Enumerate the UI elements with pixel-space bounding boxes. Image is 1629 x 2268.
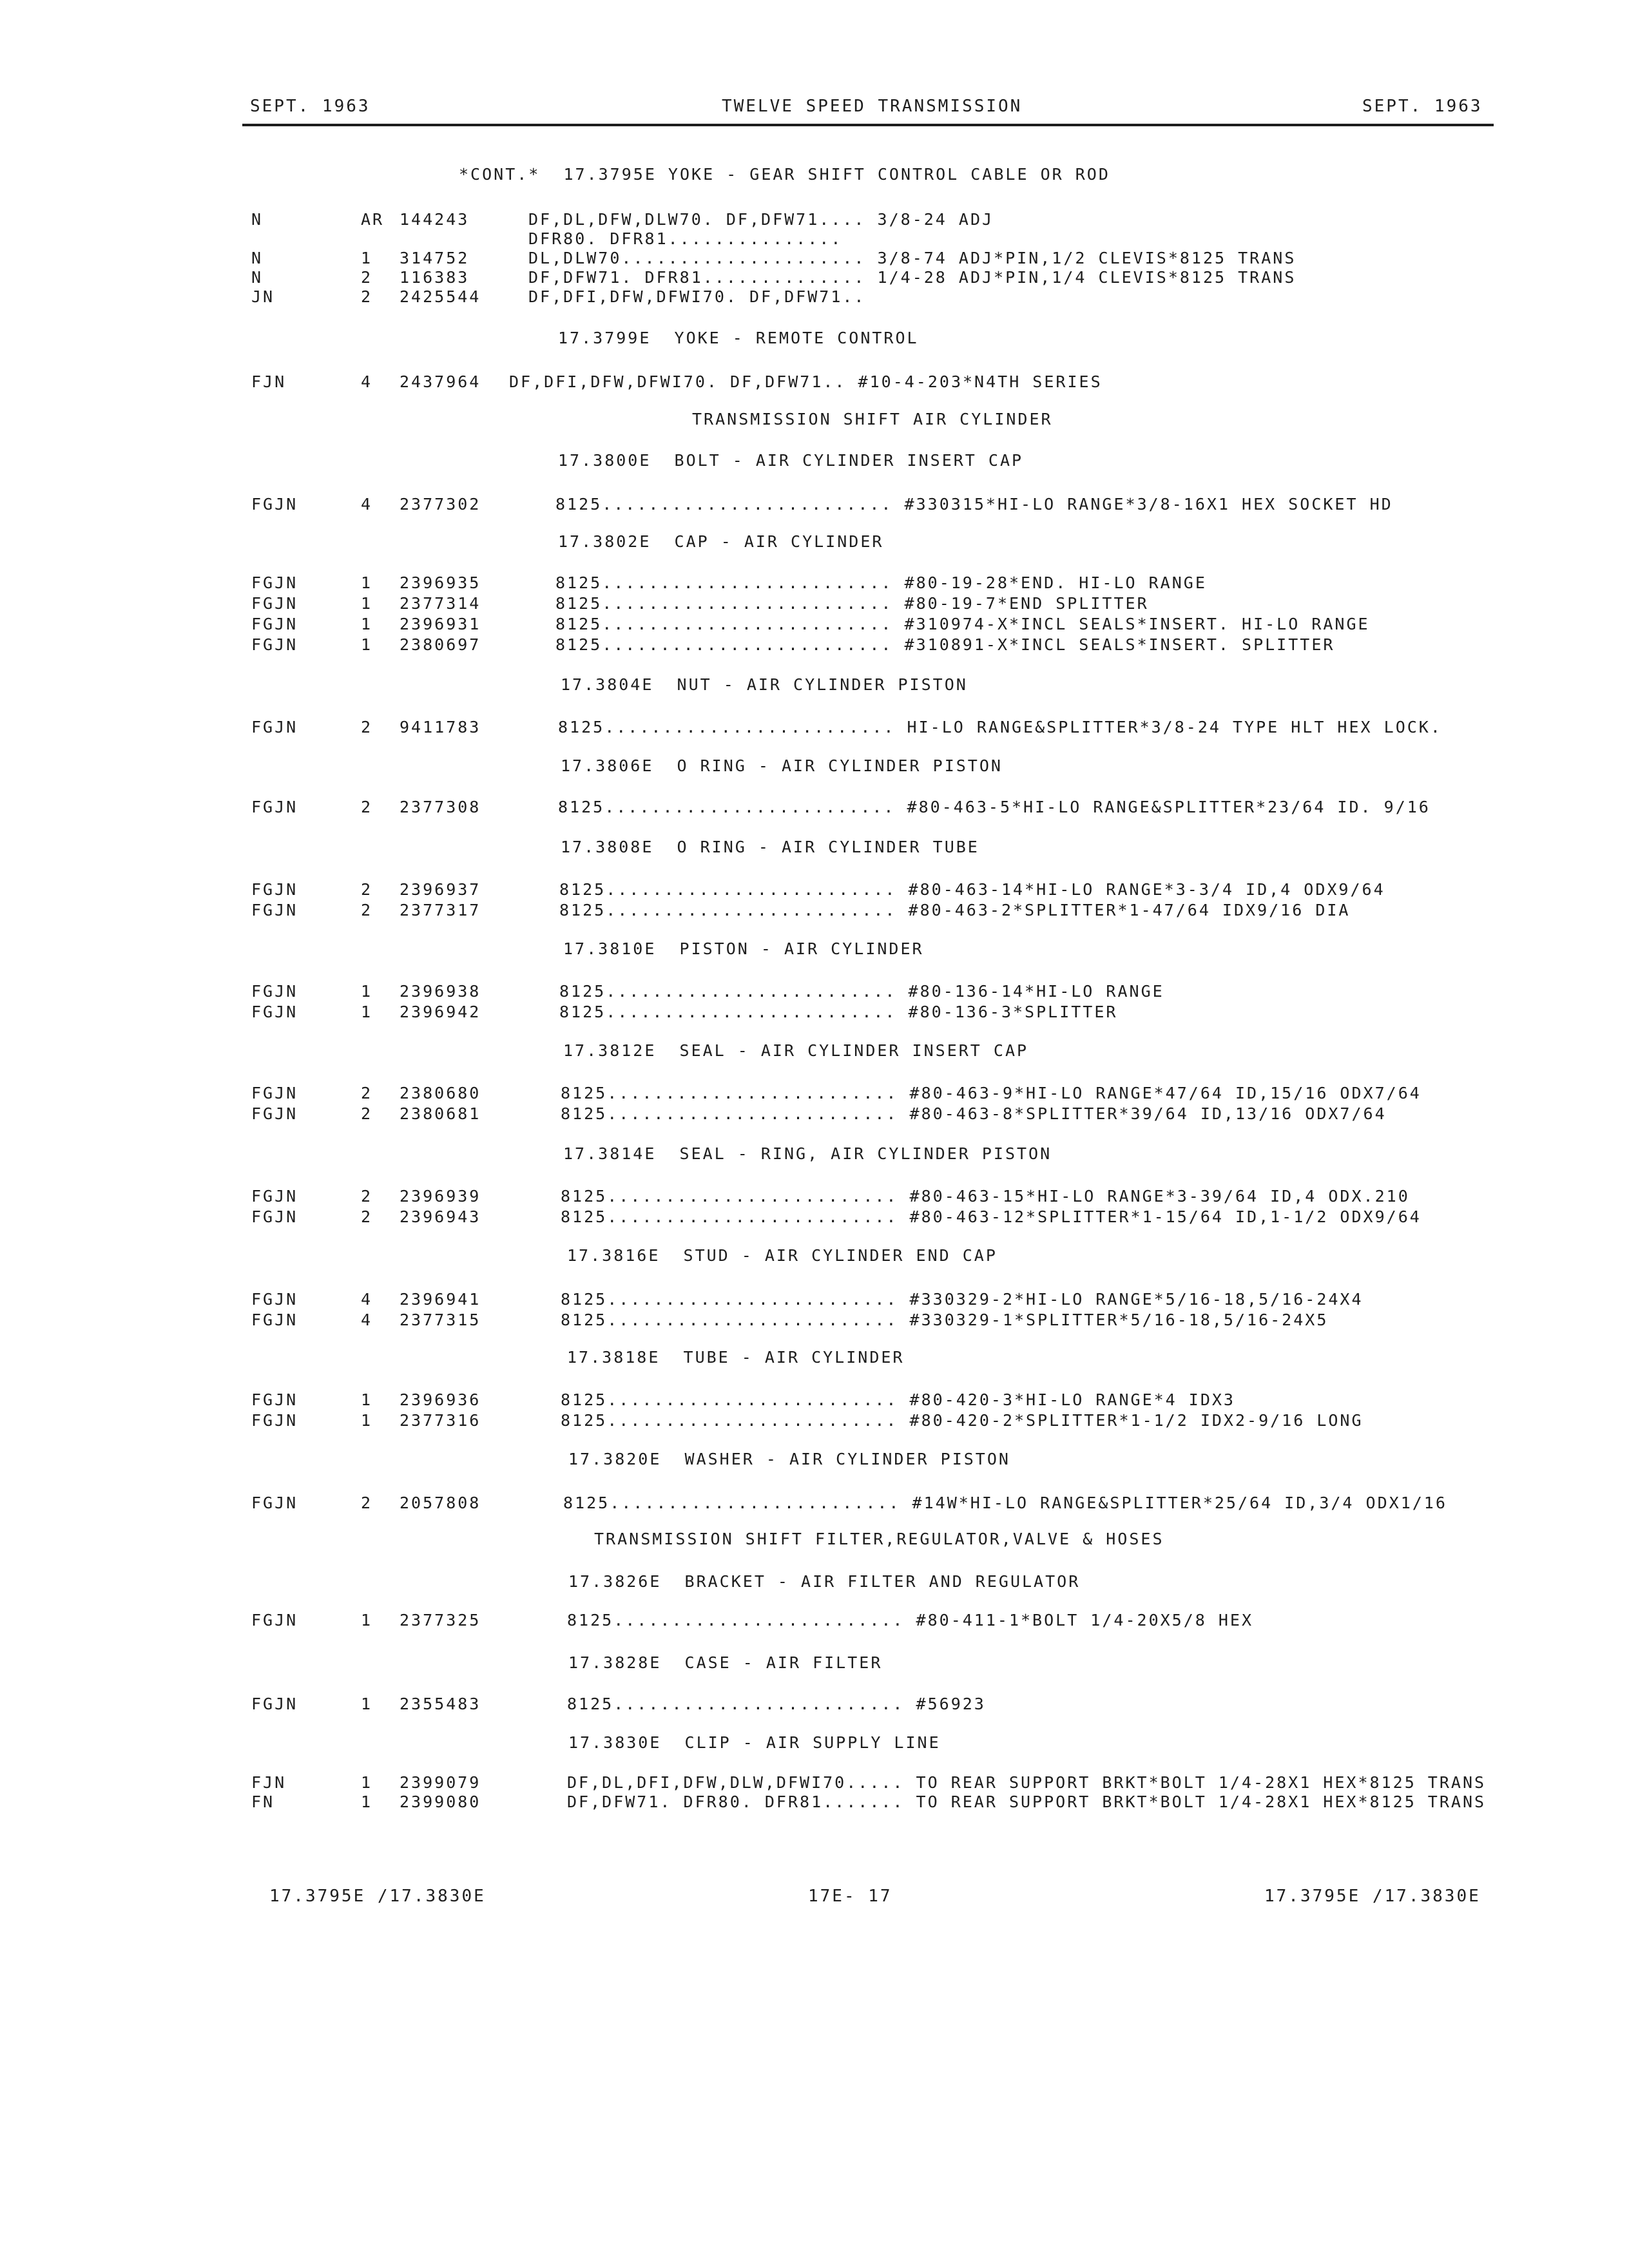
part-number: 2399080: [400, 1792, 481, 1811]
quantity: 4: [361, 372, 373, 391]
section-title: 17.3799E YOKE - REMOTE CONTROL: [558, 329, 919, 347]
quantity: 4: [361, 1290, 373, 1309]
model-code: FGJN: [251, 798, 298, 816]
model-code: FGJN: [251, 718, 298, 736]
model-code: FGJN: [251, 1084, 298, 1102]
model-code: N: [251, 210, 264, 229]
part-number: 2399079: [400, 1773, 481, 1792]
parts-row: [0, 1773, 1629, 1795]
part-number: 2396937: [400, 880, 481, 899]
part-number: 116383: [400, 268, 470, 287]
description: 8125......................... #80-19-7*END SPLITTER: [555, 594, 1149, 613]
parts-row: [0, 880, 1629, 902]
parts-row: [0, 615, 1629, 637]
footer-range-right: 17.3795E /17.3830E: [1264, 1887, 1481, 1906]
description: 8125......................... #80-136-3*SPLITTER: [559, 1003, 1118, 1021]
parts-row: [0, 287, 1629, 309]
parts-row: [0, 1207, 1629, 1229]
description: DF,DFI,DFW,DFWI70. DF,DFW71.. #10-4-203*N4TH SERIES: [509, 372, 1103, 391]
description: 8125......................... #80-463-2*SPLITTER*1-47/64 IDX9/16 DIA: [559, 901, 1351, 919]
description: 8125......................... #330329-1*SPLITTER*5/16-18,5/16-24X5: [561, 1311, 1329, 1329]
part-number: 2396943: [400, 1207, 481, 1226]
quantity: 1: [361, 615, 373, 633]
quantity: 1: [361, 1773, 373, 1792]
description: 8125......................... #330329-2*HI-LO RANGE*5/16-18,5/16-24X4: [561, 1290, 1364, 1309]
parts-row: [0, 1084, 1629, 1106]
quantity: 1: [361, 982, 373, 1001]
part-number: 2377316: [400, 1411, 481, 1430]
description: DF,DFW71. DFR81.............. 1/4-28 ADJ*PIN,1/4 CLEVIS*8125 TRANS: [528, 268, 1296, 287]
model-code: N: [251, 249, 264, 267]
part-number: 2380681: [400, 1104, 481, 1123]
description: DF,DL,DFW,DLW70. DF,DFW71.... 3/8-24 ADJ: [528, 210, 994, 229]
parts-row: [0, 372, 1629, 394]
quantity: 1: [361, 1695, 373, 1713]
model-code: FGJN: [251, 635, 298, 654]
quantity: 1: [361, 1003, 373, 1021]
description: 8125......................... #80-463-15*HI-LO RANGE*3-39/64 ID,4 ODX.210: [561, 1187, 1410, 1206]
model-code: FJN: [251, 1773, 287, 1792]
model-code: FGJN: [251, 495, 298, 514]
part-number: 2425544: [400, 287, 481, 306]
section-title: TRANSMISSION SHIFT FILTER,REGULATOR,VALVE & HOSES: [594, 1530, 1164, 1548]
model-code: FGJN: [251, 594, 298, 613]
parts-row: [0, 982, 1629, 1004]
quantity: 4: [361, 495, 373, 514]
quantity: 2: [361, 798, 373, 816]
parts-row: [0, 495, 1629, 517]
parts-row: [0, 573, 1629, 595]
parts-row: [0, 718, 1629, 740]
model-code: JN: [251, 287, 275, 306]
description: DF,DFI,DFW,DFWI70. DF,DFW71..: [528, 287, 866, 306]
parts-row: [0, 249, 1629, 271]
section-title: 17.3814E SEAL - RING, AIR CYLINDER PISTON: [563, 1144, 1052, 1163]
part-number: 2396931: [400, 615, 481, 633]
model-code: FGJN: [251, 901, 298, 919]
part-number: 2377302: [400, 495, 481, 514]
description: 8125......................... #330315*HI-LO RANGE*3/8-16X1 HEX SOCKET HD: [555, 495, 1393, 514]
quantity: 1: [361, 635, 373, 654]
model-code: FGJN: [251, 1494, 298, 1512]
quantity: 2: [361, 880, 373, 899]
quantity: 2: [361, 287, 373, 306]
part-number: 314752: [400, 249, 470, 267]
parts-row: [0, 1311, 1629, 1332]
description: 8125......................... #310974-X*INCL SEALS*INSERT. HI-LO RANGE: [555, 615, 1370, 633]
part-number: 2396935: [400, 573, 481, 592]
parts-row: [0, 1411, 1629, 1433]
section-title: 17.3804E NUT - AIR CYLINDER PISTON: [561, 675, 968, 694]
section-title: 17.3826E BRACKET - AIR FILTER AND REGULATOR: [568, 1572, 1081, 1591]
parts-row: [0, 1494, 1629, 1515]
quantity: 2: [361, 1084, 373, 1102]
part-number: 2355483: [400, 1695, 481, 1713]
part-number: 9411783: [400, 718, 481, 736]
description: 8125......................... #80-19-28*END. HI-LO RANGE: [555, 573, 1207, 592]
quantity: 2: [361, 1104, 373, 1123]
description: 8125......................... #310891-X*INCL SEALS*INSERT. SPLITTER: [555, 635, 1335, 654]
part-number: 2377325: [400, 1611, 481, 1629]
quantity: 2: [361, 901, 373, 919]
header-date-right: SEPT. 1963: [1362, 97, 1483, 116]
model-code: FGJN: [251, 1207, 298, 1226]
parts-row: [0, 594, 1629, 616]
part-number: 2437964: [400, 372, 481, 391]
section-title: 17.3816E STUD - AIR CYLINDER END CAP: [567, 1246, 998, 1265]
description: DFR80. DFR81...............: [528, 229, 843, 248]
description: 8125......................... #80-420-2*SPLITTER*1-1/2 IDX2-9/16 LONG: [561, 1411, 1364, 1430]
parts-row: [0, 798, 1629, 820]
footer-page-number: 17E- 17: [808, 1887, 892, 1906]
description: DL,DLW70..................... 3/8-74 ADJ*PIN,1/2 CLEVIS*8125 TRANS: [528, 249, 1296, 267]
section-title: 17.3800E BOLT - AIR CYLINDER INSERT CAP: [558, 451, 1024, 470]
quantity: 2: [361, 1207, 373, 1226]
header-title: TWELVE SPEED TRANSMISSION: [722, 97, 1023, 116]
parts-row: [0, 901, 1629, 923]
description: 8125......................... #80-136-14*HI-LO RANGE: [559, 982, 1164, 1001]
description: 8125......................... #80-411-1*BOLT 1/4-20X5/8 HEX: [567, 1611, 1254, 1629]
model-code: FGJN: [251, 1290, 298, 1309]
model-code: FGJN: [251, 573, 298, 592]
description: 8125......................... #80-463-5*HI-LO RANGE&SPLITTER*23/64 ID. 9/16: [558, 798, 1431, 816]
model-code: FN: [251, 1792, 275, 1811]
part-number: 2377317: [400, 901, 481, 919]
quantity: 2: [361, 718, 373, 736]
section-title: *CONT.* 17.3795E YOKE - GEAR SHIFT CONTROL CABLE OR ROD: [459, 165, 1110, 184]
model-code: FGJN: [251, 982, 298, 1001]
section-title: 17.3820E WASHER - AIR CYLINDER PISTON: [568, 1450, 1010, 1468]
header-date-left: SEPT. 1963: [250, 97, 371, 116]
part-number: 2377308: [400, 798, 481, 816]
quantity: 1: [361, 594, 373, 613]
section-title: 17.3810E PISTON - AIR CYLINDER: [563, 939, 924, 958]
part-number: 2396942: [400, 1003, 481, 1021]
model-code: FJN: [251, 372, 287, 391]
section-title: 17.3818E TUBE - AIR CYLINDER: [567, 1348, 905, 1367]
part-number: 2396939: [400, 1187, 481, 1206]
quantity: 1: [361, 1390, 373, 1409]
model-code: FGJN: [251, 1390, 298, 1409]
section-title: 17.3806E O RING - AIR CYLINDER PISTON: [561, 756, 1003, 775]
model-code: FGJN: [251, 1187, 298, 1206]
part-number: 2396941: [400, 1290, 481, 1309]
description: DF,DL,DFI,DFW,DLW,DFWI70..... TO REAR SUPPORT BRKT*BOLT 1/4-28X1 HEX*8125 TRANS: [567, 1773, 1487, 1792]
quantity: 2: [361, 268, 373, 287]
description: 8125......................... #80-463-8*SPLITTER*39/64 ID,13/16 ODX7/64: [561, 1104, 1387, 1123]
section-title: 17.3808E O RING - AIR CYLINDER TUBE: [561, 838, 979, 856]
description: 8125......................... #80-420-3*HI-LO RANGE*4 IDX3: [561, 1390, 1235, 1409]
parts-row: [0, 268, 1629, 290]
parts-row: [0, 635, 1629, 657]
description: 8125......................... #14W*HI-LO RANGE&SPLITTER*25/64 ID,3/4 ODX1/16: [563, 1494, 1447, 1512]
quantity: 2: [361, 1187, 373, 1206]
quantity: 1: [361, 1792, 373, 1811]
quantity: 1: [361, 1611, 373, 1629]
part-number: 2396936: [400, 1390, 481, 1409]
part-number: 2396938: [400, 982, 481, 1001]
description: DF,DFW71. DFR80. DFR81....... TO REAR SUPPORT BRKT*BOLT 1/4-28X1 HEX*8125 TRANS: [567, 1792, 1487, 1811]
section-title: 17.3828E CASE - AIR FILTER: [568, 1653, 883, 1672]
part-number: 144243: [400, 210, 470, 229]
parts-row: [0, 210, 1629, 232]
quantity: 1: [361, 573, 373, 592]
parts-row: [0, 1390, 1629, 1412]
description: 8125......................... #80-463-12*SPLITTER*1-15/64 ID,1-1/2 ODX9/64: [561, 1207, 1422, 1226]
parts-row: [0, 1187, 1629, 1209]
model-code: FGJN: [251, 1311, 298, 1329]
model-code: N: [251, 268, 264, 287]
part-number: 2380697: [400, 635, 481, 654]
model-code: FGJN: [251, 880, 298, 899]
header-rule: [242, 124, 1494, 126]
description: 8125......................... #80-463-9*HI-LO RANGE*47/64 ID,15/16 ODX7/64: [561, 1084, 1422, 1102]
quantity: 2: [361, 1494, 373, 1512]
part-number: 2380680: [400, 1084, 481, 1102]
quantity: 1: [361, 1411, 373, 1430]
section-title: TRANSMISSION SHIFT AIR CYLINDER: [692, 410, 1053, 428]
quantity: 4: [361, 1311, 373, 1329]
parts-row: [0, 1611, 1629, 1633]
description: 8125......................... #80-463-14*HI-LO RANGE*3-3/4 ID,4 ODX9/64: [559, 880, 1385, 899]
section-title: 17.3812E SEAL - AIR CYLINDER INSERT CAP: [563, 1041, 1029, 1060]
footer-range-left: 17.3795E /17.3830E: [269, 1887, 486, 1906]
description: 8125......................... HI-LO RANGE&SPLITTER*3/8-24 TYPE HLT HEX LOCK.: [558, 718, 1442, 736]
quantity: 1: [361, 249, 373, 267]
parts-row: [0, 229, 1629, 251]
model-code: FGJN: [251, 1104, 298, 1123]
model-code: FGJN: [251, 1611, 298, 1629]
section-title: 17.3830E CLIP - AIR SUPPLY LINE: [568, 1733, 941, 1752]
parts-row: [0, 1695, 1629, 1716]
parts-row: [0, 1792, 1629, 1814]
model-code: FGJN: [251, 1003, 298, 1021]
part-number: 2377315: [400, 1311, 481, 1329]
part-number: 2057808: [400, 1494, 481, 1512]
quantity: AR: [361, 210, 385, 229]
parts-row: [0, 1290, 1629, 1312]
model-code: FGJN: [251, 615, 298, 633]
model-code: FGJN: [251, 1695, 298, 1713]
model-code: FGJN: [251, 1411, 298, 1430]
parts-row: [0, 1003, 1629, 1024]
parts-row: [0, 1104, 1629, 1126]
part-number: 2377314: [400, 594, 481, 613]
section-title: 17.3802E CAP - AIR CYLINDER: [558, 532, 884, 551]
description: 8125......................... #56923: [567, 1695, 986, 1713]
